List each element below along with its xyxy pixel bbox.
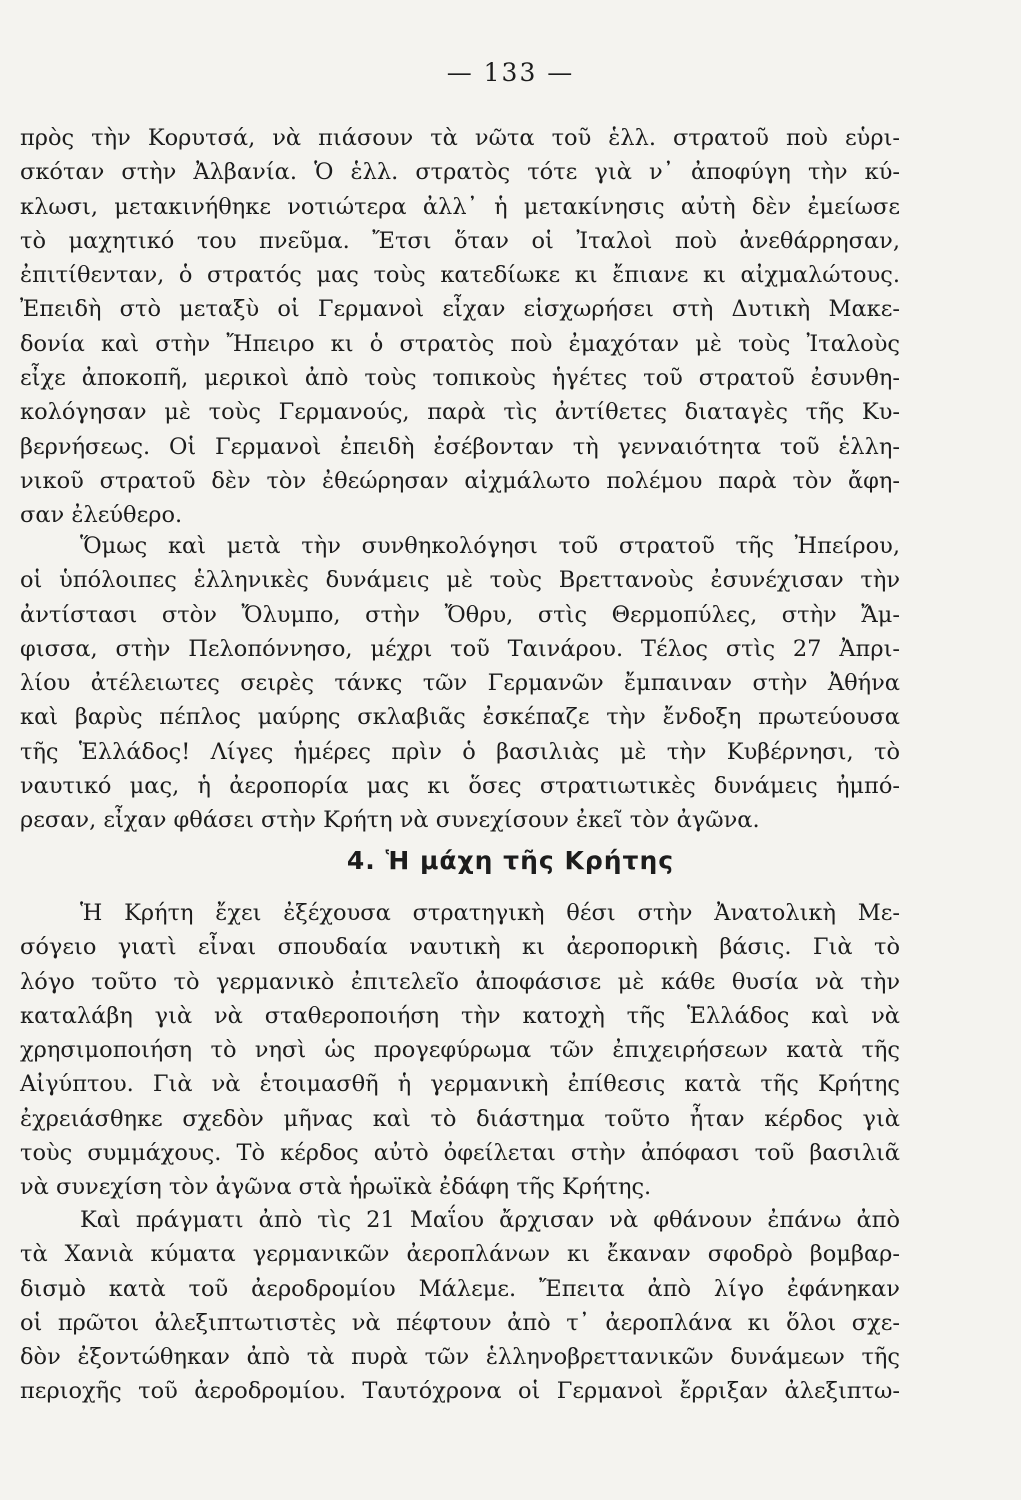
text-line: πρὸς τὴν Κορυτσά, νὰ πιάσουν τὰ νῶτα τοῦ ἑλλ. στρατοῦ ποὺ εὑρι-	[20, 125, 900, 151]
page-number: — 133 —	[446, 58, 575, 87]
text-line: εἶχε ἀποκοπῆ, μερικοὶ ἀπὸ τοὺς τοπικοὺς ἡγέτες τοῦ στρατοῦ ἐσυνθη-	[20, 365, 900, 392]
text-line: δὸν ἐξοντώθηκαν ἀπὸ τὰ πυρὰ τῶν ἑλληνοβρεττανικῶν δυνάμεων τῆς	[20, 1344, 900, 1371]
paragraph-2	[20, 529, 900, 838]
text-line: καὶ βαρὺς πέπλος μαύρης σκλαβιᾶς ἐσκέπαζε τὴν ἔνδοξη πρωτεύουσα	[20, 704, 900, 731]
text-line: βερνήσεως. Οἱ Γερμανοὶ ἐπειδὴ ἐσέβονταν τὴ γενναιότητα τοῦ ἑλλη-	[20, 433, 900, 460]
text-line: οἱ πρῶτοι ἀλεξιπτωτιστὲς νὰ πέφτουν ἀπὸ τ᾽ ἀεροπλάνα κι ὅλοι σχε-	[20, 1309, 900, 1336]
text-line: ἀντίστασι στὸν Ὄλυμπο, στὴν Ὄθρυ, στὶς Θερμοπύλες, στὴν Ἄμ-	[20, 601, 900, 628]
text-line: Αἰγύπτου. Γιὰ νὰ ἑτοιμασθῆ ἡ γερμανικὴ ἐπίθεσις κατὰ τῆς Κρήτης	[20, 1071, 900, 1098]
text-line: τὰ Χανιὰ κύματα γερμανικῶν ἀεροπλάνων κι ἔκαναν σφοδρὸ βομβαρ-	[20, 1241, 900, 1268]
paragraph-1	[20, 121, 900, 533]
text-line: ναυτικό μας, ἡ ἀεροπορία μας κι ὅσες στρατιωτικὲς δυνάμεις ἠμπό-	[20, 773, 900, 800]
text-line: Ὅμως καὶ μετὰ τὴν συνθηκολόγησι τοῦ στρατοῦ τῆς Ἠπείρου,	[80, 533, 900, 559]
text-line: σαν ἐλεύθερο.	[20, 502, 183, 529]
text-line: νὰ συνεχίση τὸν ἀγῶνα στὰ ἡρωϊκὰ ἐδάφη τῆς Κρήτης.	[20, 1174, 652, 1201]
text-line: φισσα, στὴν Πελοπόννησο, μέχρι τοῦ Ταινάρου. Τέλος στὶς 27 Ἀπρι-	[20, 635, 900, 662]
text-line: κολόγησαν μὲ τοὺς Γερμανούς, παρὰ τὶς ἀντίθετες διαταγὲς τῆς Κυ-	[20, 399, 900, 426]
section-heading: 4. Ἡ μάχη τῆς Κρήτης	[346, 846, 675, 875]
text-line: οἱ ὑπόλοιπες ἑλληνικὲς δυνάμεις μὲ τοὺς Βρεττανοὺς ἐσυνέχισαν τὴν	[20, 567, 900, 594]
text-line: περιοχῆς τοῦ ἀεροδρομίου. Ταυτόχρονα οἱ Γερμανοὶ ἔρριξαν ἀλεξιπτω-	[20, 1378, 900, 1405]
text-line: δονία καὶ στὴν Ἤπειρο κι ὁ στρατὸς ποὺ ἐμαχόταν μὲ τοὺς Ἰταλοὺς	[20, 330, 900, 357]
text-line: νικοῦ στρατοῦ δὲν τὸν ἐθεώρησαν αἰχμάλωτο πολέμου παρὰ τὸν ἄφη-	[20, 467, 900, 494]
text-line: σκόταν στὴν Ἀλβανία. Ὁ ἑλλ. στρατὸς τότε γιὰ ν᾽ ἀποφύγη τὴν κύ-	[20, 159, 900, 186]
text-line: ἐπιτίθενταν, ὁ στρατός μας τοὺς κατεδίωκε κι ἔπιανε κι αἰχμαλώτους.	[20, 262, 900, 289]
text-line: χρησιμοποιήση τὸ νησὶ ὡς προγεφύρωμα τῶν ἐπιχειρήσεων κατὰ τῆς	[20, 1037, 900, 1064]
text-line: κλωσι, μετακινήθηκε νοτιώτερα ἀλλ᾽ ἡ μετακίνησις αὐτὴ δὲν ἐμείωσε	[20, 193, 900, 220]
text-line: Καὶ πράγματι ἀπὸ τὶς 21 Μαΐου ἄρχισαν νὰ φθάνουν ἐπάνω ἀπὸ	[80, 1207, 900, 1233]
text-line: Ἡ Κρήτη ἔχει ἐξέχουσα στρατηγικὴ θέσι στὴν Ἀνατολικὴ Με-	[80, 900, 900, 926]
text-line: τὸ μαχητικό του πνεῦμα. Ἔτσι ὅταν οἱ Ἰταλοὶ ποὺ ἀνεθάρρησαν,	[20, 227, 900, 254]
text-line: ἐχρειάσθηκε σχεδὸν μῆνας καὶ τὸ διάστημα τοῦτο ἦταν κέρδος γιὰ	[20, 1105, 900, 1132]
paragraph-4	[20, 1203, 900, 1409]
text-line: τοὺς συμμάχους. Τὸ κέρδος αὐτὸ ὀφείλεται στὴν ἀπόφασι τοῦ βασιλιᾶ	[20, 1140, 900, 1167]
text-line: ρεσαν, εἶχαν φθάσει στὴν Κρήτη νὰ συνεχίσουν ἐκεῖ τὸν ἀγῶνα.	[20, 807, 760, 834]
paragraph-3	[20, 896, 900, 1205]
text-line: λόγο τοῦτο τὸ γερμανικὸ ἐπιτελεῖο ἀποφάσισε μὲ κάθε θυσία νὰ τὴν	[20, 968, 900, 995]
text-line: Ἐπειδὴ στὸ μεταξὺ οἱ Γερμανοὶ εἶχαν εἰσχωρήσει στὴ Δυτικὴ Μακε-	[20, 296, 900, 323]
text-line: δισμὸ κατὰ τοῦ ἀεροδρομίου Μάλεμε. Ἔπειτα ἀπὸ λίγο ἐφάνηκαν	[20, 1275, 900, 1302]
text-line: καταλάβη γιὰ νὰ σταθεροποιήση τὴν κατοχὴ τῆς Ἑλλάδος καὶ νὰ	[20, 1002, 900, 1029]
text-line: σόγειο γιατὶ εἶναι σπουδαία ναυτικὴ κι ἀεροπορικὴ βάσις. Γιὰ τὸ	[20, 934, 900, 961]
text-line: τῆς Ἑλλάδος! Λίγες ἡμέρες πρὶν ὁ βασιλιὰς μὲ τὴν Κυβέρνησι, τὸ	[20, 738, 900, 765]
text-line: λίου ἀτέλειωτες σειρὲς τάνκς τῶν Γερμανῶν ἔμπαιναν στὴν Ἀθήνα	[20, 670, 900, 697]
